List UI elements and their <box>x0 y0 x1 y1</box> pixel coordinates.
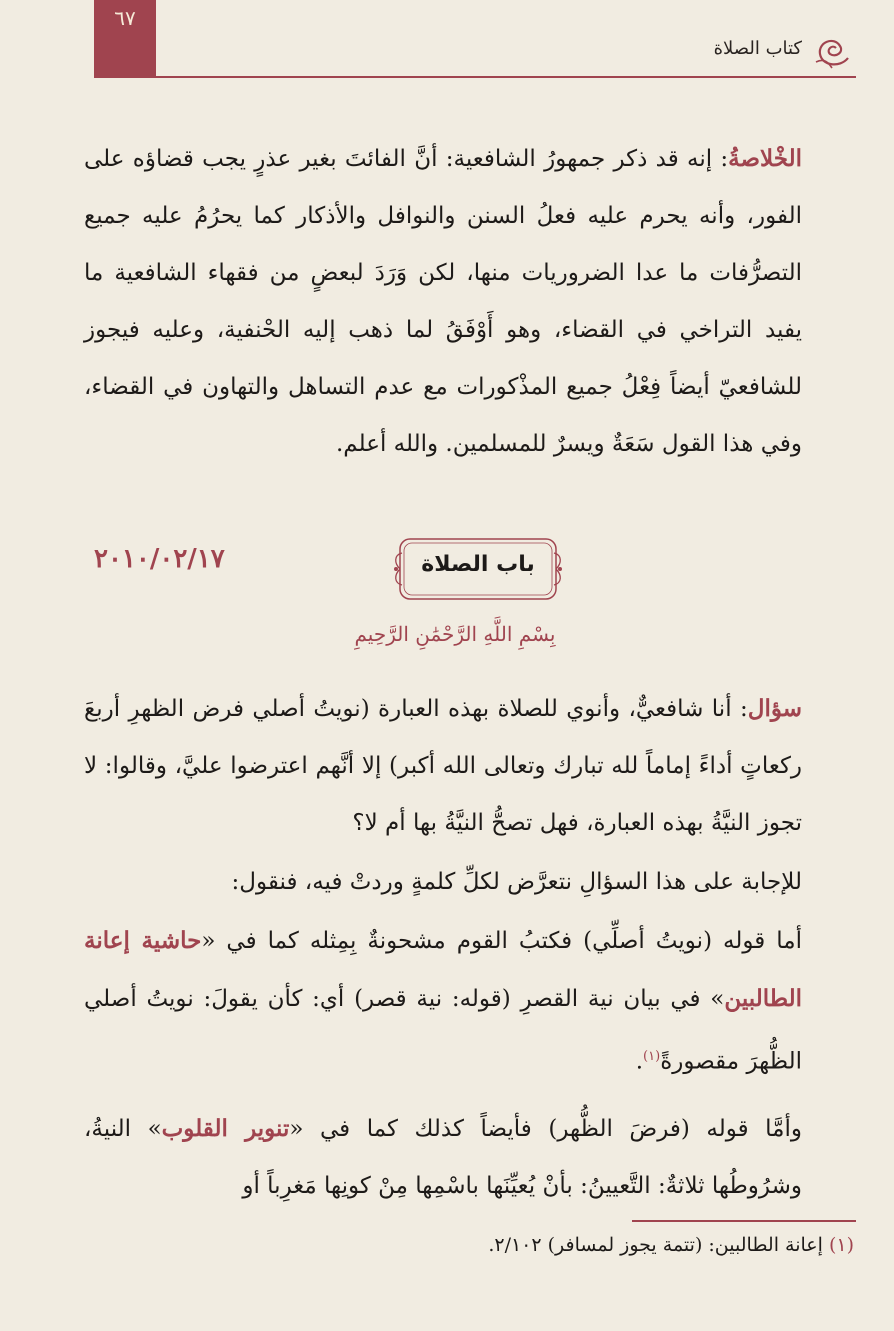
footnote-reference[interactable]: (١) <box>643 1049 661 1064</box>
paragraph-2-before: وأمَّا قوله (فرضَ الظُّهر) فأيضاً كذلك كما في « <box>289 1116 802 1142</box>
basmala: بِسْمِ اللَّهِ الرَّحْمَٰنِ الرَّحِيمِ <box>354 622 556 646</box>
paragraph-niyyah <box>84 912 802 1091</box>
question-text: : أنا شافعيٌّ، وأنوي للصلاة بهذه العبارة (نويتُ أصلي فرض الظهرِ أربعَ ركعاتٍ أداءً إماماً لله تبارك وتعالى الله أكبر) إلا أنَّهم اعترضوا عليَّ، وقالوا: لا تجوز النيَّةُ بهذه العبارة، فهل تصحُّ النيَّةُ بها أم لا؟ <box>84 696 802 836</box>
summary-text: : إنه قد ذكر جمهورُ الشافعية: أنَّ الفائتَ بغير عذرٍ يجب قضاؤه على الفور، وأنه يحرم عليه فعلُ السنن والنوافل والأذكار كما يحرُمُ عليه جميع التصرُّفات ما عدا الضروريات منها، لكن وَرَدَ لبعضٍ من فقهاء الشافعية ما يفيد التراخي في القضاء، وهو أَوْفَقُ لما ذهب إليه الحْنفية، وعليه فيجوز للشافعيّ أيضاً فِعْلُ جميع المذْكورات مع عدم التساهل والتهاون في القضاء، وفي هذا القول سَعَةٌ ويسرٌ للمسلمين. والله أعلم. <box>84 146 802 457</box>
flourish-ornament-icon <box>810 28 854 72</box>
paragraph-2-after: » النيةُ، وشرُوطُها ثلاثةٌ: التَّعيينُ: بأنْ يُعيِّنَها باسْمِها مِنْ كونِها مَغرِباً أو <box>84 1116 802 1199</box>
question-paragraph <box>84 680 802 852</box>
book-title-tanwir: تنوير القلوب <box>161 1115 290 1142</box>
footnote <box>94 1234 854 1256</box>
summary-label: الخْلاصةُ <box>728 145 802 172</box>
footnote-rule <box>632 1220 856 1222</box>
page-number: ٦٧ <box>114 6 136 30</box>
paragraph-1-end: . <box>635 1048 644 1075</box>
summary-paragraph <box>84 130 802 473</box>
paragraph-1-before: أما قوله (نويتُ أصلِّي) فكتبُ القوم مشحونةٌ بِمِثله كما في « <box>201 928 802 954</box>
answer-intro: للإجابة على هذا السؤالِ نتعرَّض لكلِّ كلمةٍ وردتْ فيه، فنقول: <box>231 869 802 895</box>
question-label: سؤال <box>747 695 802 722</box>
chapter-title: باب الصلاة <box>421 552 535 577</box>
running-header-title: كتاب الصلاة <box>713 38 802 59</box>
paragraph-1-after: » في بيان نية القصرِ (قوله: نية قصر) أي: كأن يقولَ: نويتُ أصلي الظُّهرَ مقصورةً <box>84 986 802 1075</box>
header-rule <box>94 76 856 78</box>
book-title-hashiya: حاشية إعانة الطالبين <box>84 927 802 1012</box>
paragraph-fard <box>84 1100 802 1215</box>
page-number-tab <box>94 0 156 76</box>
footnote-text: إعانة الطالبين: (تتمة يجوز لمسافر) ٢/١٠٢. <box>488 1234 823 1256</box>
footnote-marker: (١) <box>828 1234 854 1256</box>
chapter-date: ٢٠١٠/٠٢/١٧ <box>94 544 225 574</box>
